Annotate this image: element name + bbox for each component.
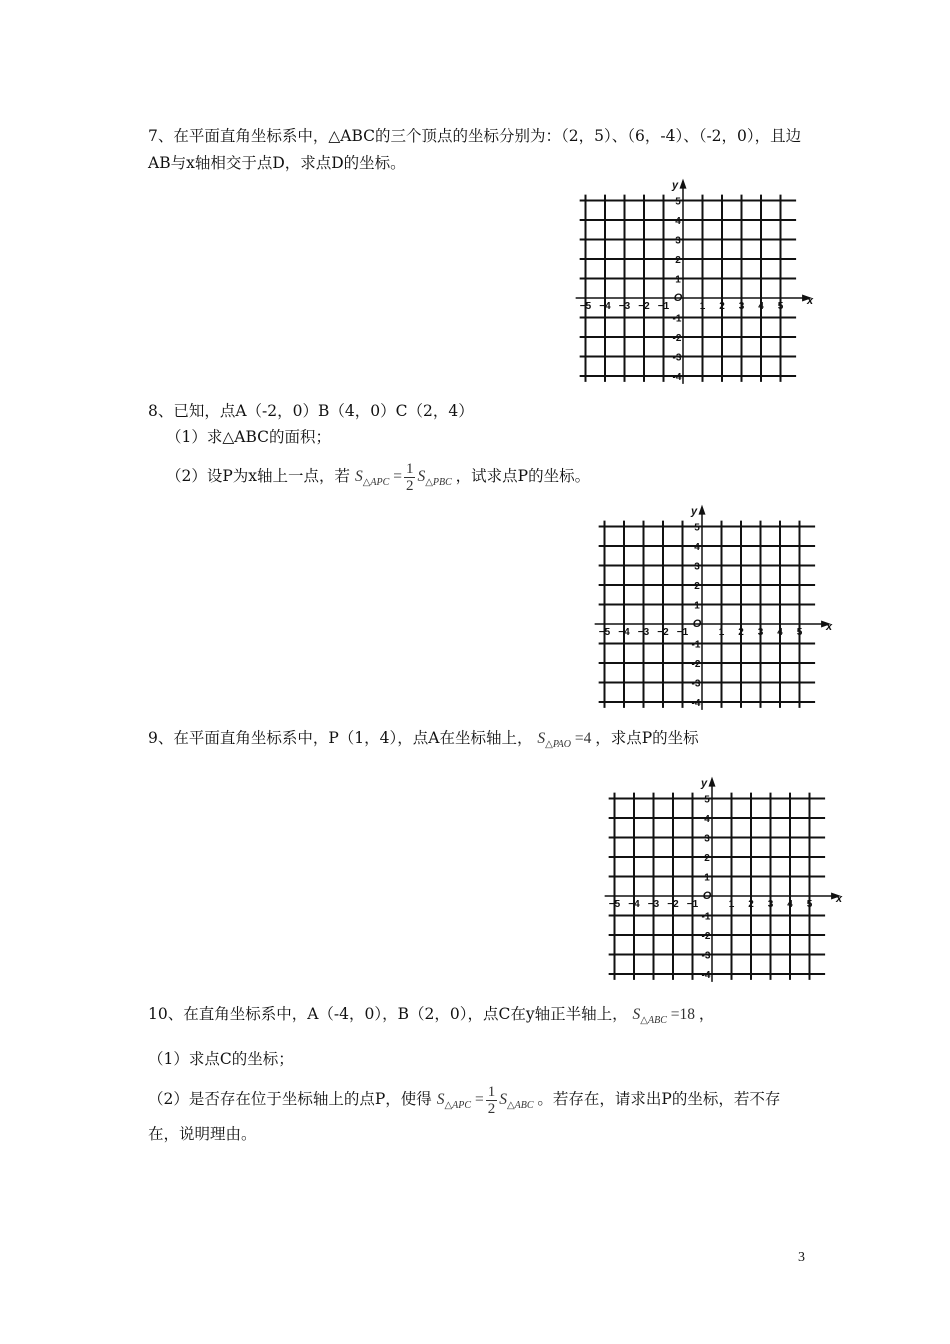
q10-part2-line2: 在，说明理由。: [148, 1125, 257, 1143]
x-tick-label: −1: [676, 627, 689, 638]
y-tick-label: 2: [675, 255, 681, 266]
formula-eq: =: [393, 468, 402, 486]
y-tick-label: -4: [691, 698, 701, 709]
q8-part2-prefix: （2）设P为x轴上一点，若: [166, 467, 351, 486]
formula-s: S: [436, 1091, 445, 1109]
q9-suffix: ，求点P的坐标: [595, 729, 699, 747]
y-tick-label: -1: [672, 313, 682, 325]
x-tick-label: −3: [637, 627, 650, 638]
q7-coordinate-grid: [579, 176, 814, 383]
y-tick-label: -4: [672, 372, 682, 383]
y-axis-label: y: [671, 179, 679, 192]
formula-eq: =: [474, 1091, 484, 1109]
y-tick-label: -2: [701, 931, 711, 942]
q10-part1: （1）求点C的坐标；: [148, 1050, 294, 1068]
q10-part2: [148, 1084, 780, 1117]
y-tick-label: -2: [691, 659, 701, 670]
y-tick-label: 1: [675, 274, 681, 286]
y-tick-label: 3: [694, 561, 700, 573]
x-tick-label: −1: [686, 899, 699, 910]
q9-formula: [537, 730, 595, 750]
formula-fraction: [404, 461, 416, 494]
q9-prefix: 9、在平面直角坐标系中，P（1，4），点A在坐标轴上，: [148, 729, 533, 747]
q10-formula2: [436, 1084, 538, 1117]
y-axis-label: y: [690, 505, 698, 518]
q8-part2: [166, 461, 590, 494]
formula-sub: △APC: [444, 1100, 472, 1112]
page-number: 3: [798, 1250, 805, 1265]
x-tick-label: −4: [628, 899, 640, 910]
y-axis-arrow: [680, 179, 687, 189]
x-tick-label: −3: [618, 301, 631, 312]
q10-line1: [148, 1003, 714, 1028]
x-tick-label: 2: [738, 627, 744, 638]
y-tick-label: 2: [694, 581, 700, 592]
formula-sub: △ABC: [506, 1100, 534, 1112]
q8-line1: 8、已知，点A（-2，0）B（4，0）C（2，4）: [148, 402, 474, 420]
x-tick-label: −1: [657, 301, 670, 312]
fraction-numerator: 1: [487, 1084, 496, 1100]
x-tick-label: 5: [806, 899, 813, 910]
q9-line: [148, 727, 699, 752]
y-tick-label: 4: [675, 216, 681, 227]
y-tick-label: 4: [694, 542, 700, 553]
formula-sub: △APC: [362, 477, 390, 489]
q10-formula: [632, 1006, 699, 1026]
y-tick-label: 1: [704, 872, 710, 884]
q7-line1: 7、在平面直角坐标系中，△ABC的三个顶点的坐标分别为：（2，5）、（6，-4）、（-2，0），且边: [148, 127, 802, 145]
y-axis-label: y: [700, 777, 708, 790]
x-tick-label: 3: [767, 899, 774, 910]
formula-sub: △PAO: [545, 739, 571, 750]
y-axis-arrow: [709, 777, 716, 787]
x-tick-label: 4: [758, 301, 764, 312]
fraction-denominator: 2: [405, 478, 414, 494]
x-axis-label: x: [807, 295, 814, 307]
y-tick-label: -4: [701, 970, 711, 981]
x-tick-label: 5: [796, 627, 803, 638]
x-tick-label: 1: [728, 899, 735, 910]
x-tick-label: 3: [738, 301, 745, 312]
q10-part2-prefix: （2）是否存在位于坐标轴上的点P，使得: [148, 1090, 432, 1109]
q8-part1: （1）求△ABC的面积；: [166, 428, 332, 446]
origin-label: O: [692, 618, 702, 630]
x-tick-label: −2: [638, 301, 650, 312]
formula-sub: △PBC: [425, 477, 452, 489]
x-tick-label: −2: [657, 627, 669, 638]
formula-eq: =18: [670, 1006, 695, 1023]
q8-formula: [354, 461, 456, 494]
y-tick-label: 5: [704, 794, 710, 806]
y-axis-arrow: [699, 505, 706, 515]
x-axis-label: x: [826, 621, 833, 633]
formula-sub: △ABC: [640, 1015, 667, 1026]
y-tick-label: -3: [672, 352, 682, 364]
x-tick-label: 2: [719, 301, 725, 312]
y-tick-label: -3: [691, 678, 701, 690]
fraction-denominator: 2: [487, 1101, 496, 1117]
x-axis-label: x: [836, 893, 843, 905]
x-tick-label: −5: [608, 899, 621, 910]
formula-eq: =4: [574, 730, 592, 747]
q8-part2-suffix: ，试求点P的坐标。: [455, 467, 591, 486]
formula-s: S: [417, 468, 426, 486]
x-tick-label: 4: [777, 627, 783, 638]
y-tick-label: 3: [704, 833, 710, 845]
x-tick-label: 1: [718, 627, 725, 638]
q10-part2-suffix: 。若存在，请求出P的坐标，若不存: [537, 1090, 781, 1109]
x-tick-label: −2: [667, 899, 679, 910]
y-tick-label: -1: [691, 639, 701, 651]
x-tick-label: −3: [647, 899, 660, 910]
x-tick-label: 5: [777, 301, 784, 312]
y-tick-label: -1: [701, 911, 711, 923]
y-tick-label: 5: [675, 196, 681, 208]
y-tick-label: -3: [701, 950, 711, 962]
q9-coordinate-grid: [608, 774, 843, 981]
x-tick-label: 2: [748, 899, 754, 910]
q7-line2: AB与x轴相交于点D，求点D的坐标。: [148, 154, 406, 172]
y-tick-label: 3: [675, 235, 681, 247]
x-tick-label: −5: [579, 301, 592, 312]
y-tick-label: 2: [704, 853, 710, 864]
origin-label: O: [673, 292, 683, 304]
y-tick-label: 5: [694, 522, 700, 534]
x-tick-label: −4: [618, 627, 630, 638]
x-tick-label: −4: [599, 301, 611, 312]
fraction-numerator: 1: [405, 461, 414, 477]
formula-fraction: [486, 1084, 498, 1117]
y-tick-label: -2: [672, 333, 682, 344]
origin-label: O: [702, 890, 712, 902]
y-tick-label: 1: [694, 600, 700, 612]
x-tick-label: 3: [757, 627, 764, 638]
formula-s: S: [354, 468, 363, 486]
q10-prefix: 10、在直角坐标系中，A（-4，0），B（2，0），点C在y轴正半轴上，: [148, 1005, 628, 1023]
formula-s: S: [499, 1091, 507, 1109]
q10-suffix: ，: [698, 1005, 715, 1023]
y-tick-label: 4: [704, 814, 710, 825]
x-tick-label: 4: [787, 899, 793, 910]
x-tick-label: −5: [598, 627, 611, 638]
q8-coordinate-grid: [598, 502, 833, 709]
formula-s: S: [537, 730, 546, 747]
formula-s: S: [632, 1006, 641, 1023]
x-tick-label: 1: [699, 301, 706, 312]
